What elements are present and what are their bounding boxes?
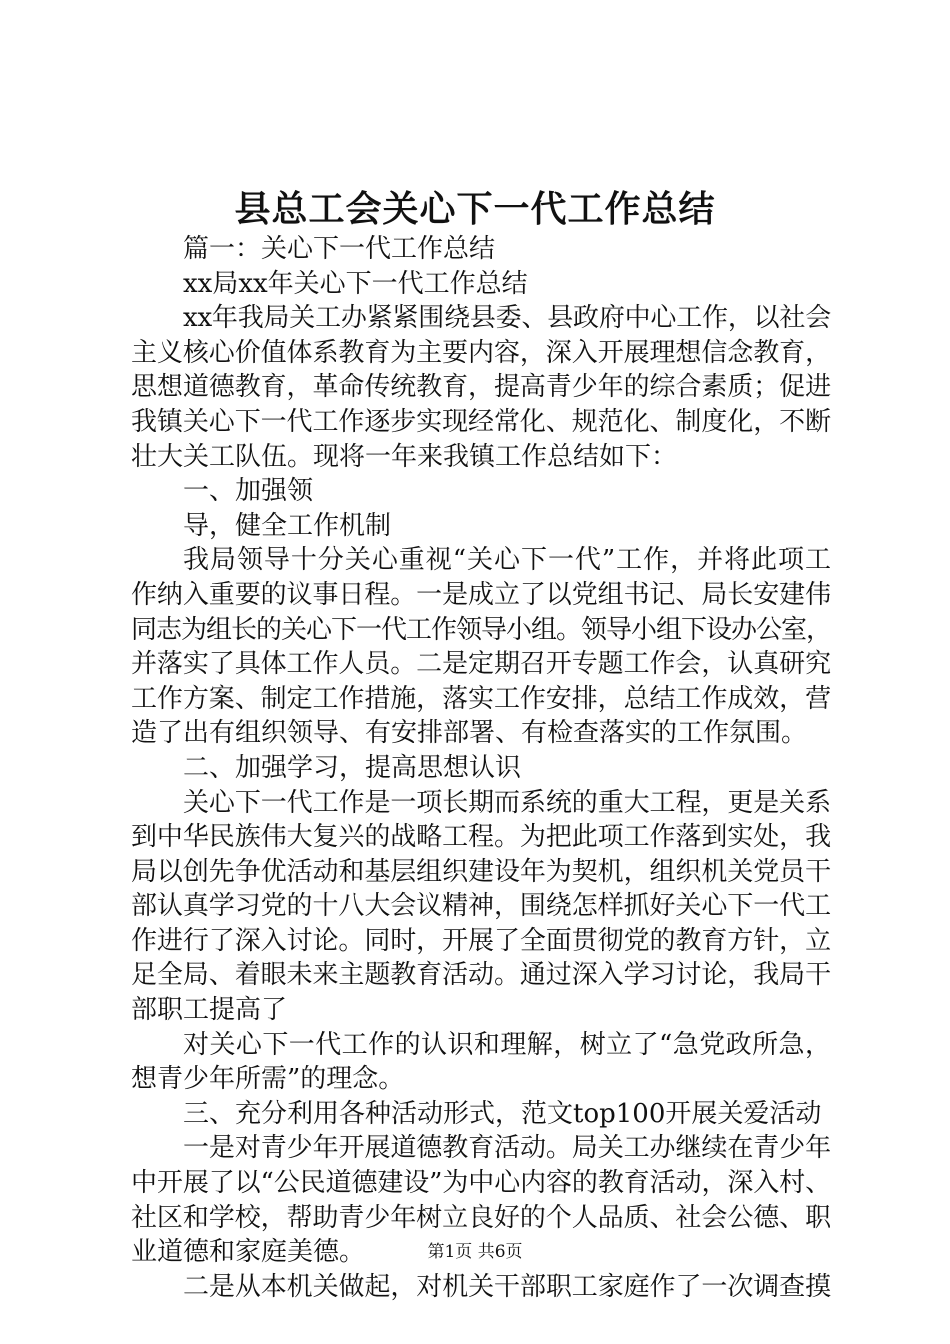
text-line: 对关心下一代工作的认识和理解，树立了“急党政所急， (183, 1029, 831, 1060)
text-line: 业道德和家庭美德。 (131, 1237, 366, 1268)
text-line: 足全局、着眼未来主题教育活动。通过深入学习讨论，我局干 (131, 960, 831, 991)
text-line: 造了出有组织领导、有安排部署、有检查落实的工作氛围。 (131, 718, 808, 749)
text-line: 部职工提高了 (131, 995, 288, 1026)
text-line: 同志为组长的关心下一代工作领导小组。领导小组下设办公室， (131, 614, 831, 645)
text-line: xx年我局关工办紧紧围绕县委、县政府中心工作，以社会 (183, 303, 831, 334)
text-line: 主义核心价值体系教育为主要内容，深入开展理想信念教育， (131, 337, 831, 368)
document-body (131, 232, 831, 1304)
text-line: 导，健全工作机制 (183, 510, 392, 541)
text-line: 想青少年所需”的理念。 (131, 1064, 405, 1095)
page-footer: 第1页 共6页 (427, 1242, 523, 1262)
text-line: 到中华民族伟大复兴的战略工程。为把此项工作落到实处，我 (131, 822, 831, 853)
text-line: 部认真学习党的十八大会议精神，围绕怎样抓好关心下一代工 (131, 891, 831, 922)
text-line: 三、充分利用各种活动形式，范文top100开展关爱活动 (183, 1098, 822, 1129)
text-line: 局以创先争优活动和基层组织建设年为契机，组织机关党员干 (131, 856, 831, 887)
text-line: 中开展了以“公民道德建设”为中心内容的教育活动，深入村、 (131, 1168, 831, 1199)
text-line: 我局领导十分关心重视“关心下一代”工作，并将此项工 (183, 545, 831, 576)
document-title: 县总工会关心下一代工作总结 (234, 188, 716, 230)
text-line: xx局xx年关心下一代工作总结 (183, 268, 528, 299)
text-line: 一、加强领 (183, 476, 314, 507)
text-line: 壮大关工队伍。现将一年来我镇工作总结如下： (131, 441, 678, 472)
text-line: 思想道德教育，革命传统教育，提高青少年的综合素质；促进 (131, 372, 831, 403)
text-line: 篇一：关心下一代工作总结 (183, 234, 496, 264)
text-line: 二是从本机关做起，对机关干部职工家庭作了一次调查摸 (183, 1271, 831, 1302)
text-line: 二、加强学习，提高思想认识 (183, 752, 522, 783)
text-line: 作纳入重要的议事日程。一是成立了以党组书记、局长安建伟 (131, 579, 831, 610)
text-line: 并落实了具体工作人员。二是定期召开专题工作会，认真研究 (131, 649, 831, 680)
text-line: 关心下一代工作是一项长期而系统的重大工程，更是关系 (183, 787, 831, 818)
text-line: 社区和学校，帮助青少年树立良好的个人品质、社会公德、职 (131, 1202, 831, 1233)
text-line: 作进行了深入讨论。同时，开展了全面贯彻党的教育方针，立 (131, 925, 831, 956)
text-line: 工作方案、制定工作措施，落实工作安排，总结工作成效，营 (131, 683, 831, 714)
text-line: 一是对青少年开展道德教育活动。局关工办继续在青少年 (183, 1133, 831, 1164)
text-line: 我镇关心下一代工作逐步实现经常化、规范化、制度化，不断 (131, 406, 831, 437)
